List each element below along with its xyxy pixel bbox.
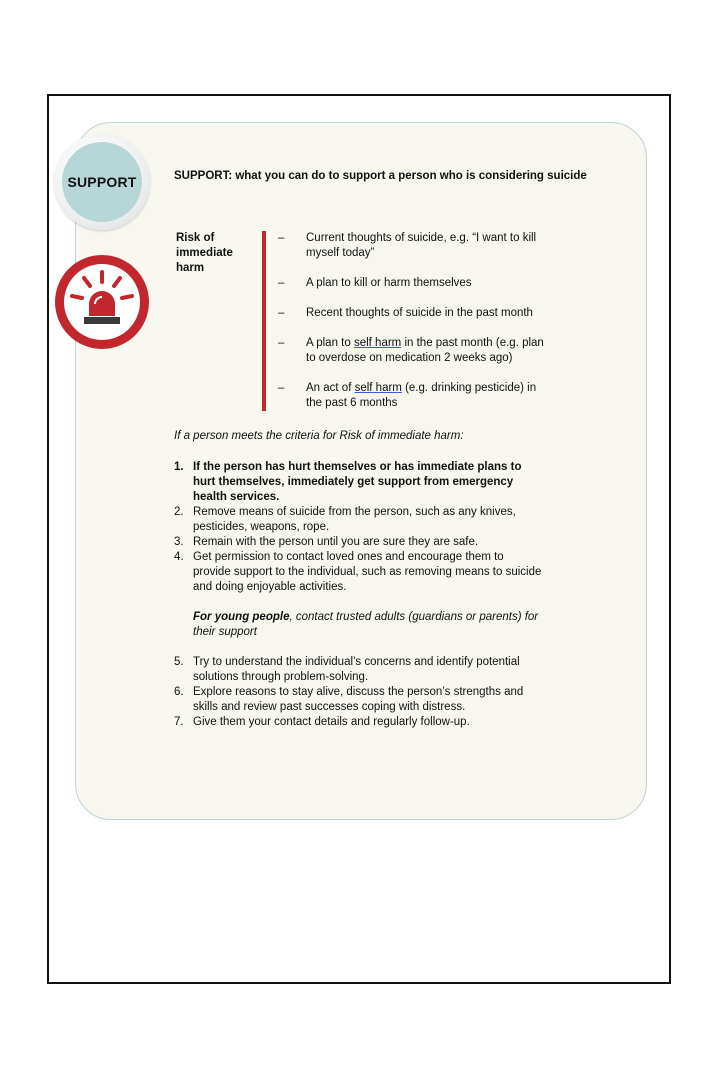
risk-criteria-list [278,231,548,426]
young-people-note: For young people, contact trusted adults (guardians or parents) for their support [193,611,539,638]
page-heading: SUPPORT: what you can do to support a person who is considering suicide [174,170,587,182]
support-badge-inner [62,142,142,222]
alarm-siren-icon [54,254,150,350]
support-badge-icon [54,134,150,230]
alarm-base [84,317,120,324]
criterion-item: – Recent thoughts of suicide in the past month [278,307,533,319]
criteria-intro: If a person meets the criteria for Risk of immediate harm: [174,430,464,442]
risk-divider [262,231,266,411]
self-harm-term: self harm [354,382,402,394]
support-badge-label: SUPPORT [67,174,137,190]
step-item: 5. Try to understand the individual’s concerns and identify potential solutions through problem-solving. [174,656,520,683]
criterion-item: – A plan to self harm in the past month (e.g. plan to overdose on medication 2 weeks ago) [278,337,544,364]
risk-label: Risk of immediate harm [176,232,233,274]
criterion-item: – A plan to kill or harm themselves [278,277,472,289]
step-item: 6. Explore reasons to stay alive, discuss the person’s strengths and skills and review past successes coping with distress. [174,686,524,713]
criterion-item: – An act of self harm (e.g. drinking pesticide) in the past 6 months [278,382,537,409]
support-steps [174,460,544,730]
self-harm-term: self harm [353,337,402,349]
alarm-dome [89,291,115,316]
step-item: 1. If the person has hurt themselves or has immediate plans to hurt themselves, immediately get support from emergency health services. [174,461,522,503]
step-item: 7. Give them your contact details and regularly follow-up. [174,716,470,728]
step-item: 4. Get permission to contact loved ones and encourage them to provide support to the individual, such as removing means to suicide and doing enjoyable activities. [174,551,542,593]
criterion-item: – Current thoughts of suicide, e.g. “I want to kill myself today” [278,232,537,259]
step-item: 2. Remove means of suicide from the person, such as any knives, pesticides, weapons, rope. [174,506,516,533]
step-item: 3. Remain with the person until you are sure they are safe. [174,536,479,548]
